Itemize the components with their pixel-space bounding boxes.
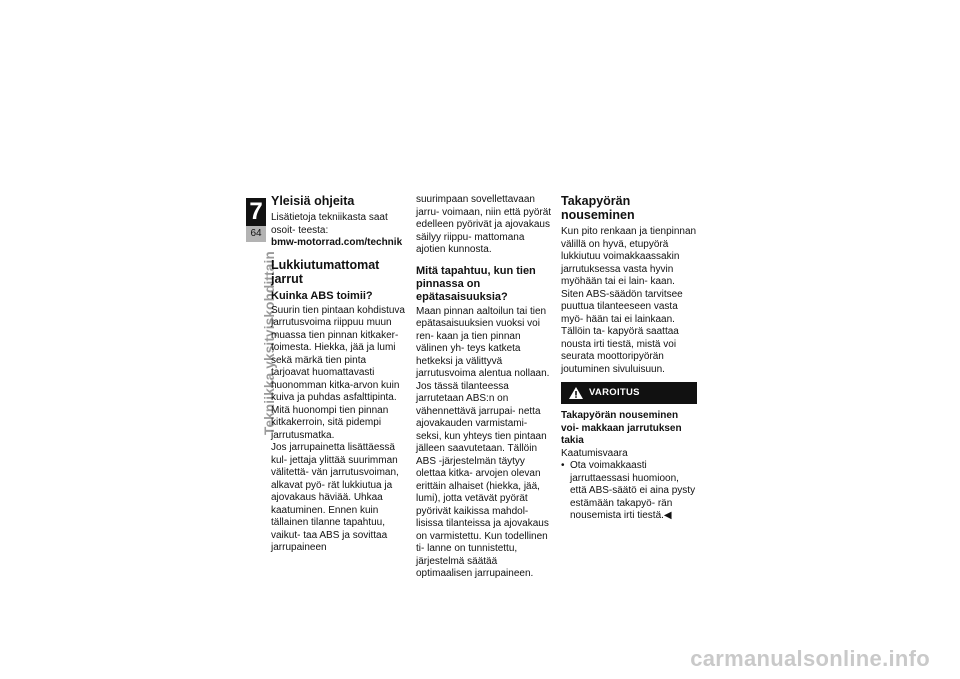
heading-road-bumps: Mitä tapahtuu, kun tien pinnassa on epätasaisuuksia? [416, 264, 536, 303]
paragraph-general: Lisätietoja tekniikasta saat osoit- teesta: [271, 212, 388, 236]
watermark: carmanualsonline.info [690, 646, 930, 671]
page-number: 64 [246, 226, 266, 242]
paragraph-how-2: Jos jarrupainetta lisättäessä kul- jettaja ylittää suurimman välitettä- vän jarrutusvoiman, alkavat pyö- rät lukkiutua ja ajovakaus häviää. Uhkaa kaatuminen. Ennen kuin tällainen tilanne tapahtuu, vaikut- taa ABS ja sovittaa jarrupaineen [271, 442, 399, 553]
warning-label: VAROITUS [589, 386, 640, 398]
paragraph-bumps-1: Maan pinnan aaltoilun tai tien epätasaisuuksien vuoksi voi ren- kaan ja tien pinnan välinen yh- teys katketa hetkeksi ja välittyvä jarrutusvoima alentua nollaan. [416, 305, 550, 379]
heading-rear-wheel-lift: Takapyörän nouseminen [561, 194, 635, 222]
column-2 [416, 194, 554, 581]
paragraph-continued: suurimpaan sovellettavaan jarru- voimaan, niin että pyörät edelleen pyörivät ja ajovakaus säilyy riippu- mattomana ajotien kunnosta. [416, 194, 552, 255]
heading-abs: Lukkiutumattomat jarrut [271, 257, 380, 286]
heading-how-abs-works: Kuinka ABS toimii? [271, 289, 373, 302]
warning-triangle-icon [569, 387, 583, 399]
paragraph-bumps-2: Jos tässä tilanteessa jarrutetaan ABS:n on vähennettävä jarrupai- netta ajovakauden varmistami- seksi, kun yhteys tien pintaan jälleen saavutetaan. Tällöin ABS -järjestelmän täytyy olettaa kitka- arvojen olevan erittäin alhaiset (hiekka, jää, lumi), jotta vetävät pyörät pyörivät kaikissa mahdol- lisissa tilanteissa ja ajovakaus on varmistettu. Kun todellinen ti- lanne on tunnistettu, järjestelmä säätää optimaalisen jarrupaineen. [416, 380, 549, 579]
paragraph-how-1: Suurin tien pintaan kohdistuva jarrutusvoima riippuu muun muassa tien pinnan kitkaker- toimesta. Hiekka, jää ja lumi sekä märkä tien pinta tarjoavat huomattavasti huonomman kitka-arvon kuin kuiva ja puhdas asfalttipinta. Mitä huonompi tien pinnan kitkakerroin, sitä pidempi jarrutusmatka. [271, 304, 405, 441]
warning-bullet-text: Ota voimakkaasti jarruttaessasi huomioon, että ABS-säätö ei aina pysty estämään takapyö- rän nousemista irti tiestä.◀ [570, 460, 696, 521]
chapter-number: 7 [246, 198, 266, 226]
warning-bullet [561, 460, 697, 523]
warning-subtitle: Kaatumisvaara [561, 447, 628, 459]
chapter-title: Tekniikka yksityiskohdittain [262, 251, 277, 435]
warning-banner [561, 382, 697, 404]
bullet-dot-icon: • [561, 460, 565, 471]
paragraph-rear-wheel-lift: Kun pito renkaan ja tienpinnan välillä on hyvä, etupyörä lukkiutuu voimakkaassakin jarrutuksessa vasta hyvin myöhään tai ei lain- kaan. Siten ABS-säädön tarvitsee puuttua tilanteeseen vasta myö- hään tai ei lainkaan. Tällöin ta- kapyörä saattaa nousta irti tiestä, mistä voi seurata moottoripyörän joutuminen sivuluisuun. [561, 226, 697, 375]
warning-title: Takapyörän nouseminen voi- makkaan jarrutuksen takia [561, 410, 682, 446]
column-3 [561, 194, 697, 523]
paragraph-url: bmw-motorrad.com/technik [271, 237, 403, 248]
column-1 [271, 194, 407, 555]
heading-general: Yleisiä ohjeita [271, 194, 355, 208]
